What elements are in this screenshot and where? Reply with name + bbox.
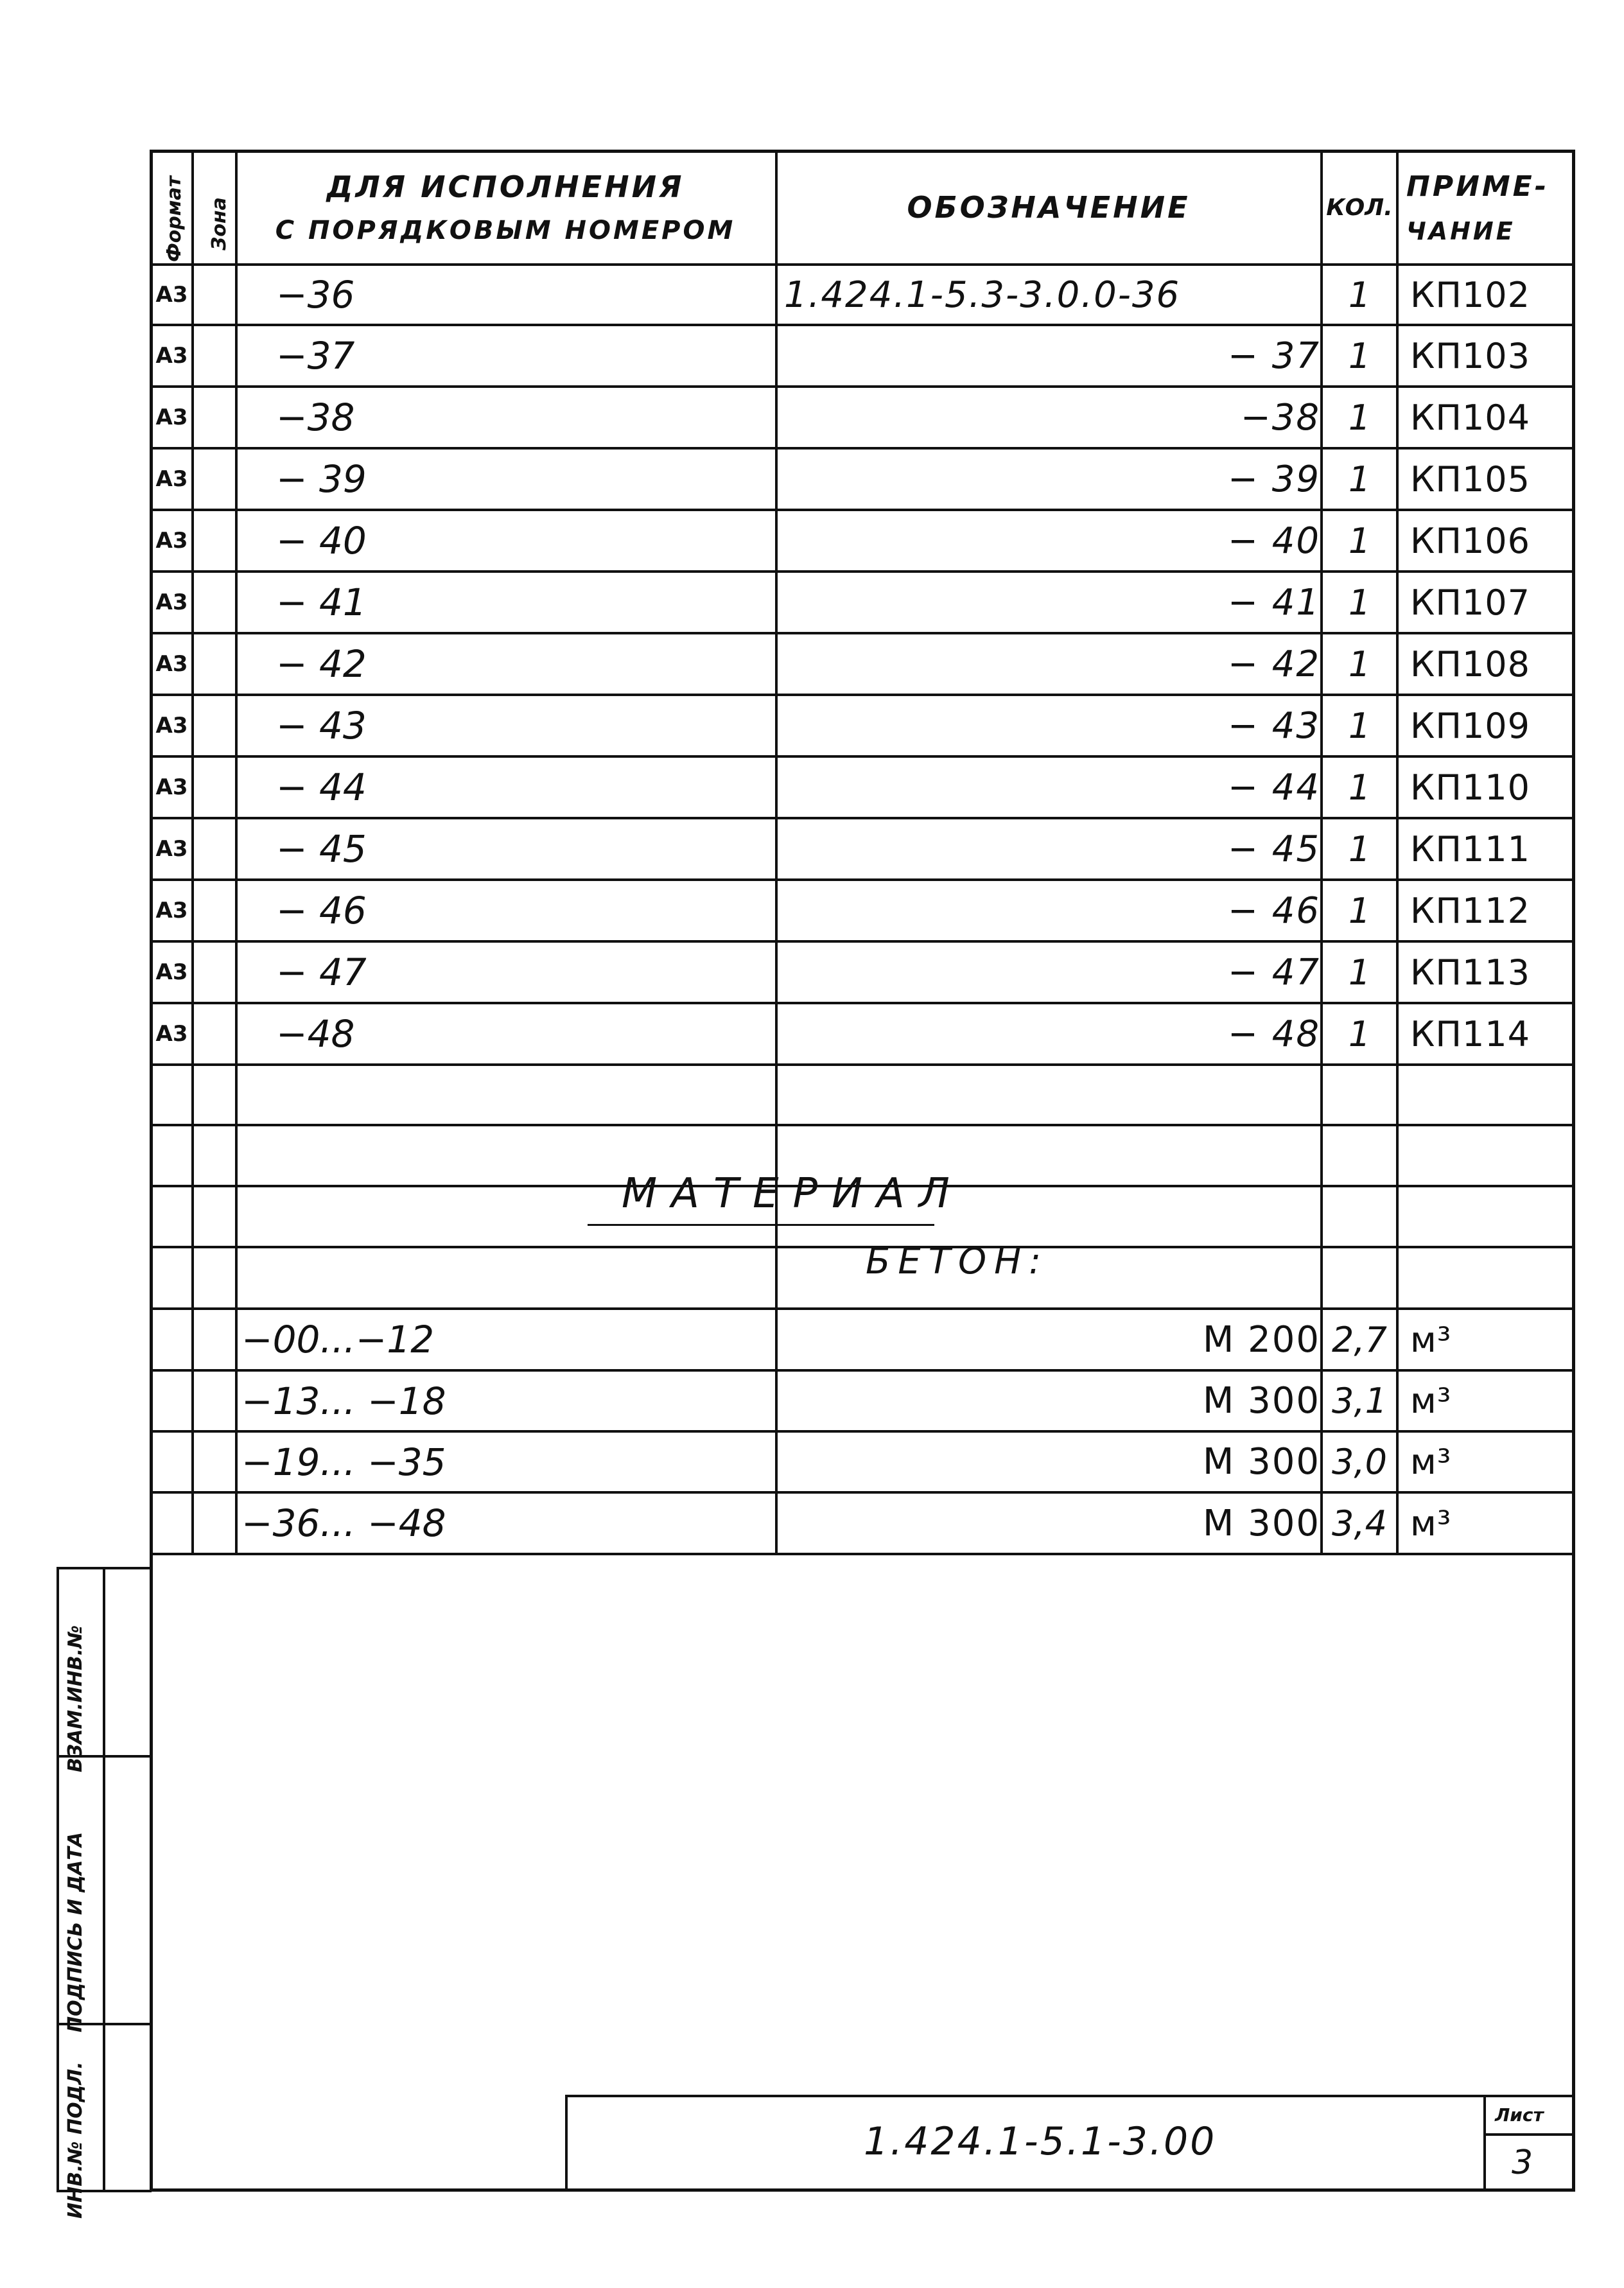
row-note: КП108 (1410, 643, 1531, 685)
concrete-label: БЕТОН: (866, 1241, 1049, 1282)
header-qty: КОЛ. (1326, 194, 1393, 221)
row-qty: 1 (1348, 520, 1371, 561)
row-qty: 1 (1348, 767, 1371, 808)
row-number: − 46 (276, 889, 367, 932)
title-block-left (565, 2095, 568, 2192)
row-qty: 1 (1348, 890, 1371, 931)
stamp-top-line (57, 1567, 152, 1569)
header-execution (239, 153, 772, 262)
row-designation: − 46 (1228, 889, 1320, 932)
material-unit: м³ (1410, 1503, 1452, 1544)
row-number: − 40 (276, 519, 367, 563)
header-execution-line1: ДЛЯ ИСПОЛНЕНИЯ (326, 170, 685, 204)
row-designation: − 37 (1228, 335, 1320, 377)
row-qty: 1 (1348, 335, 1371, 376)
header-note-line2: ЧАНИЕ (1406, 216, 1515, 245)
row-format: А3 (155, 836, 188, 862)
row-designation: − 39 (1228, 458, 1320, 500)
row-qty: 1 (1348, 397, 1371, 438)
row-format: А3 (155, 713, 188, 738)
material-qty: 3,1 (1332, 1381, 1387, 1421)
row-number: −36 (276, 273, 355, 317)
row-qty: 1 (1348, 1013, 1371, 1054)
row-number: − 44 (276, 765, 367, 809)
material-range: −36... −48 (241, 1501, 446, 1545)
row-line-16 (150, 1246, 1575, 1248)
row-note: КП110 (1410, 767, 1531, 808)
row-format: А3 (155, 959, 188, 985)
material-range: −13... −18 (241, 1379, 446, 1423)
header-note (1400, 153, 1575, 262)
stamp-inner-line (103, 1567, 105, 2192)
row-note: КП104 (1410, 397, 1531, 438)
sheet-label: Лист (1495, 2104, 1544, 2126)
row-format: А3 (155, 774, 188, 800)
row-designation: − 47 (1228, 951, 1320, 993)
row-number: −38 (276, 396, 355, 439)
row-number: − 47 (276, 950, 367, 994)
row-designation: −38 (1240, 396, 1320, 439)
header-format: Формат (163, 176, 186, 262)
material-range: −00...−12 (241, 1318, 435, 1361)
row-format: А3 (155, 1021, 188, 1047)
row-format: А3 (155, 589, 188, 615)
row-qty: 1 (1348, 705, 1371, 746)
row-line-21 (150, 1553, 1575, 1555)
header-designation: ОБОЗНАЧЕНИЕ (907, 190, 1191, 225)
material-qty: 3,4 (1332, 1503, 1387, 1544)
material-qty: 2,7 (1332, 1319, 1387, 1360)
row-format: А3 (155, 898, 188, 923)
row-designation: − 48 (1228, 1013, 1320, 1055)
row-designation: 1.424.1-5.3-3.0.0-36 (784, 274, 1181, 316)
side-stamp-inv-orig: ИНВ.№ ПОДЛ. (64, 2061, 87, 2219)
material-unit: м³ (1410, 1319, 1452, 1360)
row-note: КП114 (1410, 1013, 1531, 1054)
row-designation: − 42 (1228, 643, 1320, 685)
row-note: КП106 (1410, 520, 1531, 561)
side-stamp-replace-inv: ВЗАМ.ИНВ.№ (64, 1625, 87, 1772)
row-note: КП107 (1410, 582, 1531, 623)
document-code: 1.424.1-5.1-3.00 (864, 2119, 1217, 2164)
row-designation: − 40 (1228, 520, 1320, 562)
row-designation: − 45 (1228, 828, 1320, 870)
material-title: МАТЕРИАЛ (622, 1170, 964, 1218)
row-line-13 (150, 1063, 1575, 1066)
row-qty: 1 (1348, 582, 1371, 623)
row-number: − 45 (276, 827, 367, 871)
row-qty: 1 (1348, 952, 1371, 993)
title-block-sheet-line (1483, 2133, 1575, 2136)
row-number: − 43 (276, 704, 367, 747)
material-grade: М 200 (1202, 1318, 1320, 1361)
row-number: − 42 (276, 642, 367, 686)
row-qty: 1 (1348, 828, 1371, 869)
title-block-top (565, 2095, 1575, 2097)
column-line-0 (191, 150, 194, 1553)
title-block-sheet-divider (1483, 2095, 1486, 2192)
row-note: КП113 (1410, 952, 1531, 993)
stamp-outer-line (57, 1567, 59, 2192)
row-qty: 1 (1348, 643, 1371, 685)
side-stamp-sign-date: ПОДПИСЬ И ДАТА (64, 1831, 87, 2032)
row-designation: − 43 (1228, 704, 1320, 747)
row-qty: 1 (1348, 274, 1371, 315)
row-format: А3 (155, 282, 188, 308)
material-grade: М 300 (1202, 1380, 1320, 1422)
row-number: − 39 (276, 457, 367, 501)
material-unit: м³ (1410, 1381, 1452, 1421)
row-format: А3 (155, 405, 188, 430)
row-designation: − 41 (1228, 581, 1320, 624)
material-qty: 3,0 (1332, 1442, 1387, 1482)
row-note: КП105 (1410, 458, 1531, 500)
row-format: А3 (155, 528, 188, 554)
material-grade: М 300 (1202, 1502, 1320, 1544)
row-note: КП109 (1410, 705, 1531, 746)
material-range: −19... −35 (241, 1440, 446, 1484)
row-format: А3 (155, 466, 188, 492)
row-number: −48 (276, 1012, 355, 1056)
row-designation: − 44 (1228, 766, 1320, 808)
header-note-line1: ПРИМЕ- (1406, 170, 1549, 203)
sheet-number: 3 (1512, 2144, 1533, 2182)
row-number: − 41 (276, 581, 367, 624)
row-note: КП103 (1410, 335, 1531, 376)
row-note: КП112 (1410, 890, 1531, 931)
material-unit: м³ (1410, 1442, 1452, 1482)
material-title-underline (588, 1224, 934, 1226)
material-grade: М 300 (1202, 1441, 1320, 1483)
row-number: −37 (276, 334, 355, 378)
row-format: А3 (155, 651, 188, 677)
row-line-14 (150, 1124, 1575, 1126)
header-zone: Зона (208, 197, 231, 250)
row-format: А3 (155, 343, 188, 369)
row-note: КП111 (1410, 828, 1531, 869)
row-qty: 1 (1348, 458, 1371, 500)
row-note: КП102 (1410, 274, 1531, 315)
header-execution-line2: С ПОРЯДКОВЫМ НОМЕРОМ (275, 216, 736, 245)
